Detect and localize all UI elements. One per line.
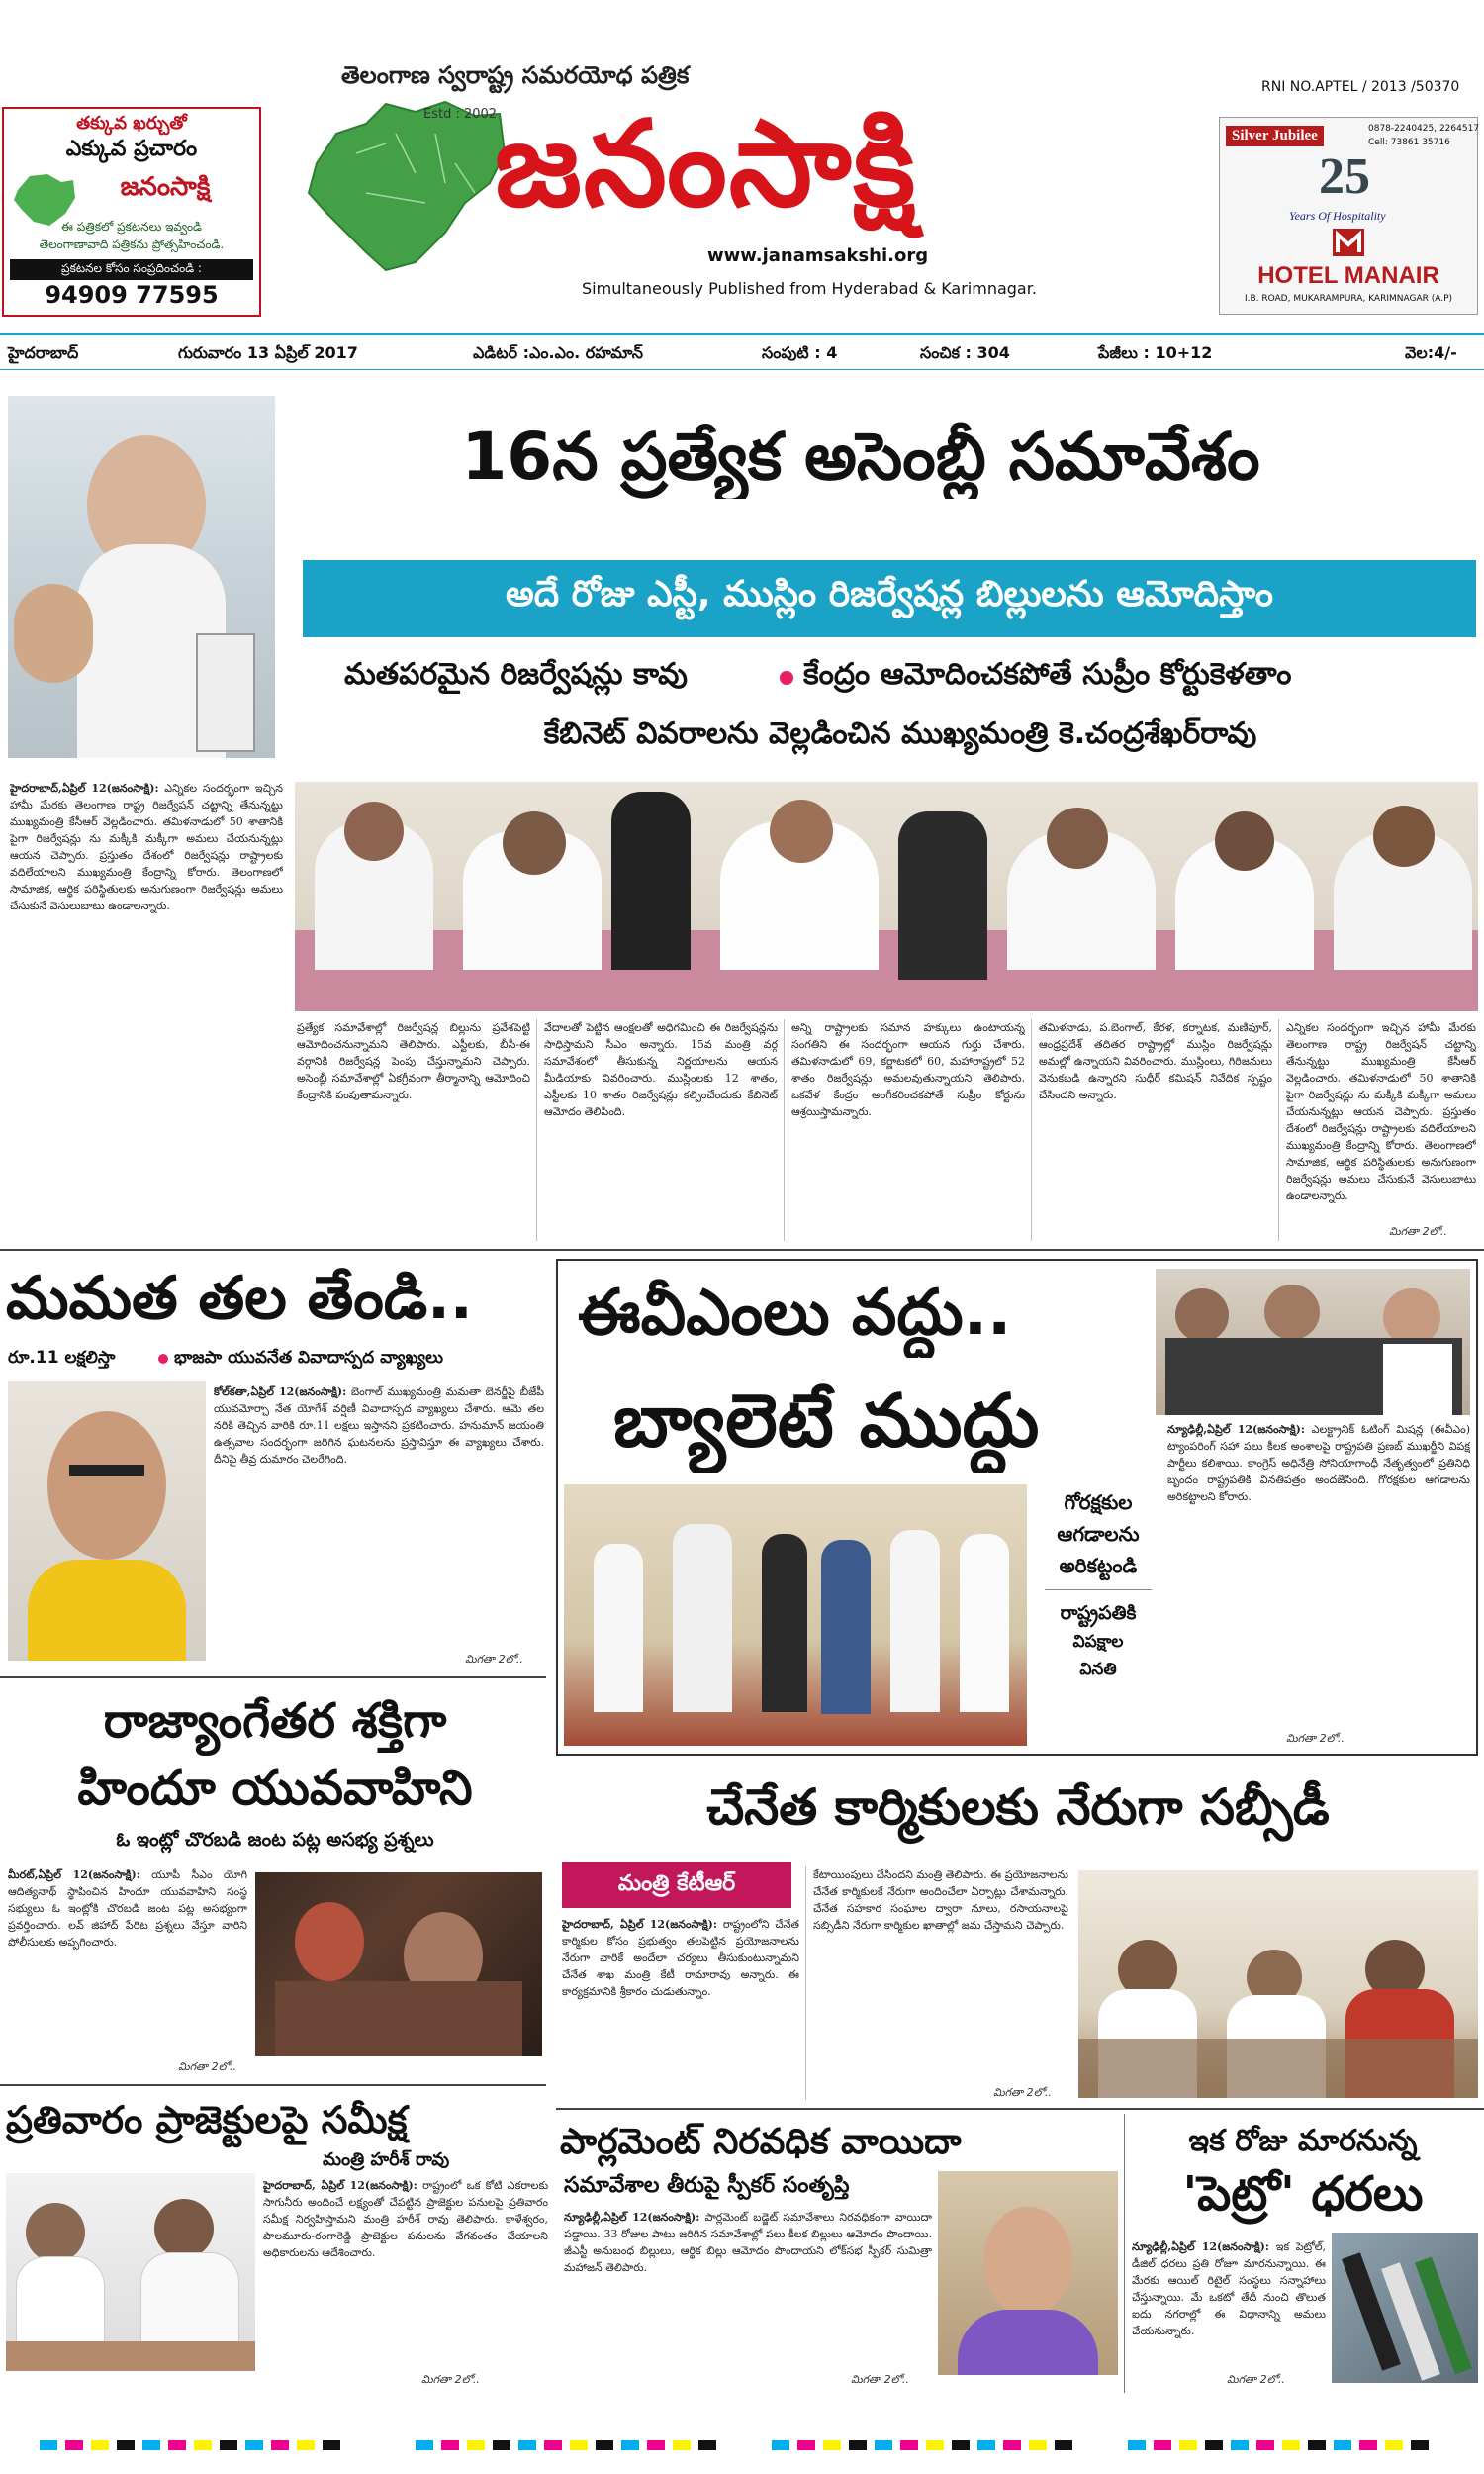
evm-side5: విపక్షాల [1072,1632,1124,1652]
rni-number: RNI NO.APTEL / 2013 /50370 [1261,79,1460,95]
dateline-date: గురువారం 13 ఏప్రిల్ 2017 [178,343,358,362]
masthead-tagline: తెలంగాణ స్వరాష్ట్ర సమరయోధ పత్రిక [341,61,690,89]
registration-mark [518,2440,536,2450]
registration-mark [1128,2440,1146,2450]
lead-kicker-left: మతపరమైన రిజర్వేషన్లు కావు [344,657,688,692]
registration-mark [142,2440,160,2450]
left-ad-contact-label: ప్రకటనల కోసం సంప్రదించండి : [10,259,253,280]
chenetha-tag: మంత్రి కేటీఆర్ [617,1871,736,1896]
petrol-headline2: 'పెట్రో' ధరలు [1182,2166,1424,2222]
registration-mark [220,2440,237,2450]
registration-mark [772,2440,789,2450]
projects-dateline: హైదరాబాద్, ఏప్రిల్ 12(జనంసాక్షి): [263,2179,417,2192]
registration-mark [1029,2440,1047,2450]
registration-mark [416,2440,433,2450]
hindu-dateline: మీరట్,ఏప్రిల్ 12(జనంసాక్షి): [8,1868,140,1881]
parliament-body [564,2209,932,2383]
mamata-kickers [8,1348,542,1378]
registration-mark [1055,2440,1072,2450]
registration-mark [926,2440,944,2450]
mamata-continued[interactable]: మిగతా 2లో.. [465,1653,523,1665]
evm-side1: గోరక్షకుల [1064,1490,1133,1514]
registration-mark [570,2440,588,2450]
registration-mark [977,2440,995,2450]
lead-headline: 16న ప్రత్యేక అసెంబ్లీ సమావేశం [461,419,1260,495]
mamata-photo [8,1381,206,1661]
left-ad-line1: తక్కువ ఖర్చుతో [76,113,187,134]
right-ad-hotel: HOTEL MANAIR [1257,262,1439,289]
hindu-body [8,1866,247,2068]
registration-mark [467,2440,485,2450]
evm-side4: రాష్ట్రపతికి [1060,1602,1137,1624]
evm-side2: ఆగడాలను [1057,1522,1140,1546]
projects-tag: మంత్రి హరీశ్ రావు [323,2149,450,2170]
registration-mark [245,2440,263,2450]
registration-mark [797,2440,815,2450]
registration-mark [823,2440,841,2450]
lead-byline-head: కేబినెట్ వివరాలను వెల్లడించిన ముఖ్యమంత్రి కె.చంద్రశేఖర్‌రావు [543,716,1257,751]
lead-kickers [326,653,1474,703]
registration-mark [1231,2440,1249,2450]
left-ad[interactable] [2,107,261,317]
chenetha-photo [1078,1870,1478,2098]
registration-mark [849,2440,867,2450]
registration-mark [1154,2440,1171,2450]
evm-continued[interactable]: మిగతా 2లో.. [1286,1732,1345,1745]
registration-mark [673,2440,691,2450]
petrol-continued[interactable]: మిగతా 2లో.. [1227,2373,1285,2386]
chenetha-body1 [562,1916,799,2100]
registration-mark [875,2440,892,2450]
lead-dateline: హైదరాబాద్,ఏప్రిల్ 12(జనంసాక్షి): [10,782,159,795]
registration-mark [1282,2440,1300,2450]
masthead-title: జనంసాక్షి [495,96,918,234]
telangana-map-icon [297,94,514,282]
petrol-pump-photo [1332,2233,1478,2383]
lead-col6: ఎన్నికల సందర్భంగా ఇచ్చిన హామీ మేరకు తెలంగాణ రాష్ట్ర రిజర్వేషన్ చట్టాన్ని తేనున్నట్టు ముఖ్యమంత్రి కేసీఆర్ వెల్లడించారు. తమిళనాడులో 50 శాతానికి పైగా రిజర్వేషన్లు ను మక్కీకి మక్కీగా అమలు చేయనున్నట్లు ఆయన చెప్పారు. ప్రస్తుతం దేశంలో రిజర్వేషన్లు రాష్ట్రాలకు వదిలేయాలని ముఖ్యమంత్రి కేంద్రాన్ని కోరారు. తెలంగాణలో సామాజిక, ఆర్థిక పరిస్థితులకు అనుగుణంగా రిజర్వేషన్లు అమలు చేసుకునే వెసులుబాటు ఉండాలన్నారు. [1286,1021,1476,1202]
petrol-body [1132,2238,1326,2381]
mamata-kicker2: భాజపా యువనేత వివాదాస్పద వ్యాఖ్యలు [174,1348,444,1368]
registration-mark [65,2440,83,2450]
registration-mark [1179,2440,1197,2450]
lead-kicker-right: కేంద్రం ఆమోదించకపోతే సుప్రీం కోర్టుకెళతాం [803,657,1292,692]
right-ad[interactable] [1219,117,1478,315]
evm-headline2: బ్యాలెటే ముద్దు [613,1379,1040,1464]
registration-mark [596,2440,613,2450]
evm-headline1: ఈవీఎంలు వద్దు.. [578,1277,1012,1350]
hotel-logo-icon [1331,227,1366,258]
registration-mark [698,2440,716,2450]
kcr-photo [8,396,275,758]
projects-headline: ప్రతివారం ప్రాజెక్టులపై సమీక్ష [6,2098,408,2141]
lead-continued[interactable]: మిగతా 2లో.. [1389,1225,1447,1238]
mamata-dateline: కోల్‌కతా,ఏప్రిల్ 12(జనంసాక్షి): [214,1385,347,1398]
lead-subhead-band [303,560,1476,637]
right-ad-years-label: Years Of Hospitality [1289,209,1386,223]
registration-mark [297,2440,315,2450]
lead-col1 [10,780,283,1245]
registration-mark [323,2440,340,2450]
registration-mark [900,2440,918,2450]
registration-mark [647,2440,665,2450]
evm-side6: వినతి [1079,1660,1117,1679]
parliament-subhead: సమావేశాల తీరుపై స్పీకర్ సంతృప్తి [564,2173,850,2198]
dateline-price: వెల:4/- [1405,343,1457,362]
evm-president-photo [564,1484,1027,1746]
evm-sidebar [1035,1486,1161,1746]
chenetha-tag-box [562,1862,791,1908]
registration-mark [1359,2440,1377,2450]
masthead-estd: Estd : 2002 [423,107,498,122]
mamata-headline: మమత తల తేండి.. [6,1264,473,1333]
registration-mark [1003,2440,1021,2450]
projects-photo [6,2173,255,2371]
left-ad-line4: తెలంగాణావాది పత్రికను ప్రోత్సహించండి. [39,238,225,251]
divider [0,1249,1484,1251]
lead-col1-text: ఎన్నికల సందర్భంగా ఇచ్చిన హామీ మేరకు తెలంగాణ రాష్ట్ర రిజర్వేషన్ చట్టాన్ని తేనున్నట్టు ముఖ్యమంత్రి కేసీఆర్ వెల్లడించారు. తమిళనాడులో 50 శాతానికి పైగా రిజర్వేషన్లు ను మక్కీకి మక్కీగా అమలు చేయనున్నట్లు ఆయన చెప్పారు. ప్రస్తుతం దేశంలో రిజర్వేషన్లు రాష్ట్రాలకు వదిలేయాలని ముఖ్యమంత్రి కేంద్రాన్ని కోరారు. తెలంగాణలో సామాజిక, ఆర్థిక పరిస్థితులకు అనుగుణంగా రిజర్వేషన్లు అమలు చేసుకునే వెసులుబాటు ఉండాలన్నారు. [10,782,283,912]
masthead-published: Simultaneously Published from Hyderabad & Karimnagar. [582,279,1037,298]
lead-col5: తమిళనాడు, ప.బెంగాల్, కేరళ, కర్నాటక, మణిపూర్, ఆంధ్రప్రదేశ్ తదితర రాష్ట్రాల్లో ముస్లిం రిజర్వేషన్లు అమల్లో ఉన్నాయని వివరించారు. ముస్లింలు, గిరిజనులు వెనుకబడి ఉన్నారని సుధీర్ కమిషన్ నివేదిక స్పష్టం చేసిందని అన్నారు. [1039,1021,1272,1101]
petrol-headline1: ఇక రోజు మారనున్న [1188,2124,1418,2158]
bullet-icon [158,1354,168,1364]
right-ad-phone2: Cell: 73861 35716 [1368,138,1450,147]
petrol-dateline: న్యూఢిల్లీ,ఏప్రిల్ 12(జనంసాక్షి): [1132,2240,1269,2253]
projects-body [263,2177,548,2381]
petrol-body-text: ఇక పెట్రోల్, డీజిల్ ధరలు ప్రతి రోజూ మారనున్నాయి. ఈ మేరకు ఆయిల్ రిటైల్ సంస్థలు సన్నాహాలు చేస్తున్నాయి. మే ఒకటో తేదీ నుంచి తొలుత ఐదు నగరాల్లో ఈ విధానాన్ని అమలు చేయనున్నారు. [1132,2240,1326,2337]
lead-col4: అన్ని రాష్ట్రాలకు సమాన హక్కులు ఉంటాయన్న సంగతిని ఈ సందర్భంగా ఆయన గుర్తు చేశారు. తమిళనాడులో 69, కర్ణాటకలో 60, మహారాష్ట్రలో 52 శాతం రిజర్వేషన్లు అమలవుతున్నాయని తెలిపారు. ఒకవేళ కేంద్రం అంగీకరించకపోతే సుప్రీం కోర్టును ఆశ్రయిస్తామన్నారు. [791,1021,1025,1118]
registration-mark [91,2440,109,2450]
dateline-volume: సంపుటి : 4 [762,343,838,362]
dateline-bar [0,333,1484,370]
evm-dateline: న్యూఢిల్లీ,ఏప్రిల్ 12(జనంసాక్షి): [1167,1423,1305,1436]
chenetha-body2: కేటాయింపులు చేసిందని మంత్రి తెలిపారు. ఈ ప్రయోజనాలను చేనేత కార్మికులకే నేరుగా అందించేలా ఏర్పాట్లు చేశామన్నారు. చేనేత సహకార సంఘాల ద్వారా నూలు, రసాయనాలపై సబ్సిడీని నేరుగా కార్మికుల ఖాతాల్లో జమ చేస్తామని చెప్పారు. [813,1868,1068,1932]
right-ad-address: I.B. ROAD, MUKARAMPURA, KARIMNAGAR (A.P) [1244,294,1453,304]
right-ad-ribbon: Silver Jubilee [1226,126,1324,146]
registration-mark [117,2440,135,2450]
hindu-headline1: రాజ్యాంగేతర శక్తిగా [103,1693,447,1749]
registration-mark [1205,2440,1223,2450]
registration-strip [0,2436,1484,2454]
registration-mark [1411,2440,1429,2450]
registration-mark [493,2440,510,2450]
registration-mark [1334,2440,1351,2450]
parliament-headline: పార్లమెంట్ నిరవధిక వాయిదా [560,2122,962,2162]
dateline-pages: పేజీలు : 10+12 [1098,343,1213,362]
dateline-city: హైదరాబాద్ [8,343,79,362]
hindu-headline2: హిందూ యువవాహిని [77,1760,473,1816]
dateline-issue: సంచిక : 304 [920,343,1010,362]
hindu-subhead: ఓ ఇంట్లో చొరబడి జంట పట్ల అసభ్య ప్రశ్నలు [116,1829,434,1851]
registration-mark [194,2440,212,2450]
lead-col3: వేదాలతో పెట్టిన ఆంక్షలతో అధిగమించి ఈ రిజర్వేషన్లను సాధిస్తామని సీఎం అన్నారు. 15వ మంత్రి వర్గ సమావేశంలో తీసుకున్న నిర్ణయాలను ఆయన మీడియాకు వివరించారు. ముస్లింలకు 12 శాతం, ఎస్టీలకు 10 శాతం రిజర్వేషన్లు కల్పించేందుకు కేబినెట్ ఆమోదం తెలిపింది. [544,1021,778,1118]
masthead-website[interactable]: www.janamsakshi.org [707,245,929,266]
registration-mark [441,2440,459,2450]
parliament-continued[interactable]: మిగతా 2లో.. [851,2373,909,2386]
cabinet-photo [295,782,1478,1011]
registration-mark [1256,2440,1274,2450]
left-ad-phone: 94909 77595 [45,281,219,309]
lead-col2: ప్రత్యేక సమావేశాల్లో రిజర్వేషన్ల బిల్లును ప్రవేశపెట్టి ఆమోదించనున్నామని తెలిపారు. ఎస్టీలకు, బీసీ-ఈ వర్గానికి రిజర్వేషన్ల పెంపు చేస్తున్నామని చెప్పారు. అసెంబ్లీ సమావేశాల్లో ఏకగ్రీవంగా తీర్మానాన్ని ఆమోదించి కేంద్రానికి పంపుతామన్నారు. [297,1021,530,1101]
projects-body-text: రాష్ట్రంలో ఒక కోటి ఎకరాలకు సాగునీరు అందించే లక్ష్యంతో చేపట్టిన ప్రాజెక్టుల పనులపై ప్రతివారం సమీక్ష నిర్వహిస్తామని మంత్రి హరీశ్ రావు తెలిపారు. కాళేశ్వరం, పాలమూరు-రంగారెడ్డి ప్రాజెక్టుల పనులను వేగవంతం చేయాలని అధికారులను ఆదేశించారు. [263,2179,548,2259]
evm-side3: అరికట్టండి [1059,1554,1138,1577]
chenetha-continued[interactable]: మిగతా 2లో.. [993,2086,1052,2099]
left-ad-line3: ఈ పత్రికలో ప్రకటనలు ఇవ్వండి [61,220,202,234]
evm-body-text: ఎలక్ట్రానిక్ ఓటింగ్ మిషన్ల (ఈవీఎం) ట్యాంపరింగ్ సహా పలు కీలక అంశాలపై రాష్ట్రపతి ప్రణబ్ ముఖర్జీని విపక్ష పార్టీలు కలిశాయి. కాంగ్రెస్ అధినేత్రి సోనియాగాంధీ నేతృత్వంలో ప్రతినిధి బృందం రాష్ట్రపతికి వినతిపత్రం అందజేసింది. గోరక్షకుల ఆగడాలను అరికట్టాలని కోరారు. [1167,1423,1470,1503]
lead-subhead: అదే రోజు ఎస్టీ, ముస్లిం రిజర్వేషన్ల బిల్లులను ఆమోదిస్తాం [506,574,1273,615]
chenetha-headline: చేనేత కార్మికులకు నేరుగా సబ్సీడీ [706,1778,1330,1836]
registration-mark [544,2440,562,2450]
registration-mark [168,2440,186,2450]
bullet-icon [780,671,793,685]
mamata-kicker1: రూ.11 లక్షలిస్తా [8,1348,116,1368]
masthead [0,0,1484,327]
mamata-body [214,1383,544,1653]
evm-body [1167,1421,1470,1722]
parliament-dateline: న్యూఢిల్లీ,ఏప్రిల్ 12(జనంసాక్షి): [564,2211,700,2224]
chenetha-dateline: హైదరాబాద్, ఏప్రిల్ 12(జనంసాక్షి): [562,1918,717,1931]
registration-mark [1308,2440,1326,2450]
hindu-continued[interactable]: మిగతా 2లో.. [178,2060,236,2073]
speaker-photo [938,2171,1118,2375]
mamata-body-text: బెంగాల్ ముఖ్యమంత్రి మమతా బెనర్జీపై బీజేపీ యువమోర్చా నేత యోగేశ్ వర్షిణీ వివాదాస్పద వ్యాఖ్యలు చేశారు. ఆమె తల నరికి తెచ్చిన వారికి రూ.11 లక్షలు ఇస్తానని ప్రకటించారు. హనుమాన్ జయంతి ఉత్సవాల సందర్భంగా జరిగిన ఘటనలను ప్రస్తావిస్తూ ఈ వ్యాఖ్యలు చేశారు. దీనిపై తీవ్ర దుమారం చెలరేగింది. [214,1385,544,1466]
registration-mark [1385,2440,1403,2450]
left-ad-line2: ఎక్కువ ప్రచారం [65,137,198,161]
right-ad-phone1: 0878-2240425, 2264517 [1368,124,1480,134]
parliament-body-text: పార్లమెంట్ బడ్జెట్ సమావేశాలు నిరవధికంగా వాయిదా పడ్డాయి. 33 రోజుల పాటు జరిగిన సమావేశాల్లో పలు కీలక బిల్లులు ఆమోదం పొందాయి. జీఎస్టీ అనుబంధ బిల్లులు, ఆర్థిక బిల్లు ఆమోదం పొందాయని లోక్‌సభ స్పీకర్ సుమిత్రా మహాజన్ తెలిపారు. [564,2211,932,2274]
right-ad-years: 25 [1319,148,1370,205]
evm-press-photo [1156,1269,1470,1415]
dateline-editor: ఎడిటర్ :ఎం.ఎం. రహమాన్ [473,343,643,362]
registration-mark [621,2440,639,2450]
hindu-photo [255,1872,542,2056]
chenetha-body1-text: రాష్ట్రంలోని చేనేత కార్మికుల కోసం ప్రభుత్వం తలపెట్టిన ప్రయోజనాలను నేరుగా వారికే అందేలా చర్యలు తీసుకుంటున్నామని చేనేత శాఖ మంత్రి కేటీ రామారావు అన్నారు. ఈ కార్యక్రమానికి శ్రీకారం చుడుతున్నాం. [562,1918,799,1998]
left-ad-brand: జనంసాక్షి [120,172,211,202]
registration-mark [271,2440,289,2450]
projects-continued[interactable]: మిగతా 2లో.. [421,2373,480,2386]
hindu-body-text: యూపీ సీఎం యోగి ఆదిత్యనాథ్ స్థాపించిన హిందూ యువవాహిని సంస్థ సభ్యులు ఓ ఇంట్లోకి చొరబడి జంట పట్ల అసభ్యంగా ప్రవర్తించారు. లవ్ జిహాద్ పేరిట ప్రశ్నలు వేస్తూ వారిని పోలీసులకు అప్పగించారు. [8,1868,247,1949]
registration-mark [40,2440,57,2450]
registration-mark [952,2440,970,2450]
